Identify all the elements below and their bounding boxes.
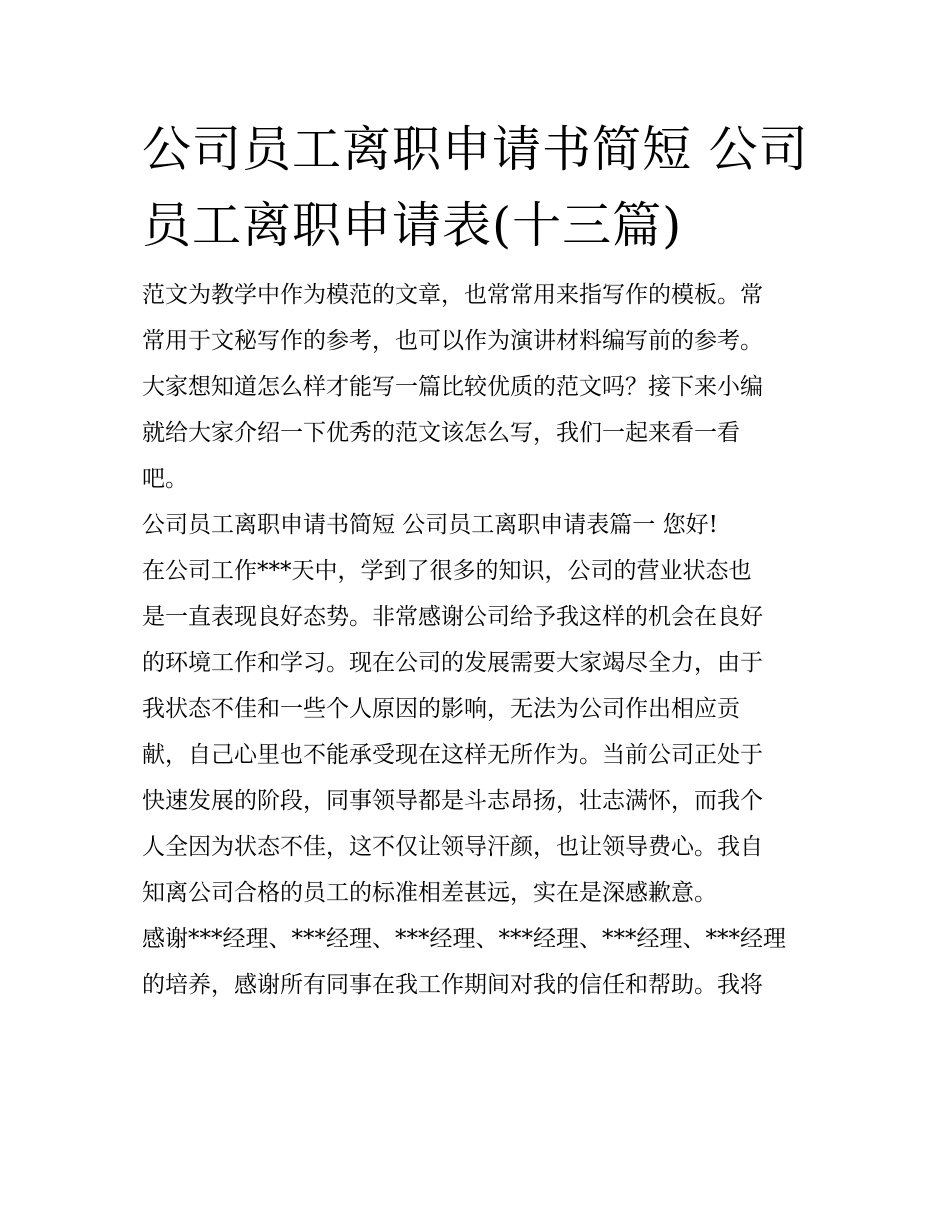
- section-heading-paragraph: 公司员工离职申请书简短 公司员工离职申请表篇一 您好!: [142, 512, 718, 538]
- intro-paragraph: 范文为教学中作为模范的文章，也常常用来指写作的模板。常 常用于文秘写作的参考，也可以作为演讲材料编写前的参考。 大家想知道怎么样才能写一篇比较优质的范文吗？接下来小编 就给大家介绍一下优秀的范文该怎么写，我们一起来看一看 吧。: [142, 282, 763, 492]
- thanks-paragraph: 感谢***经理、***经理、***经理、***经理、***经理、***经理 的培养，感谢所有同事在我工作期间对我的信任和帮助。我将: [142, 926, 786, 998]
- document-title: 公司员工离职申请书简短 公司 员工离职申请表(十三篇): [142, 121, 809, 254]
- document-body: [142, 112, 814, 1008]
- body-paragraph: 在公司工作***天中，学到了很多的知识，公司的营业状态也 是一直表现良好态势。非常感谢公司给予我这样的机会在良好 的环境工作和学习。现在公司的发展需要大家竭尽全力，由于 我状态不佳和一些个人原因的影响，无法为公司作出相应贡 献，自己心里也不能承受现在这样无所作为。当前公司正处于 快速发展的阶段，同事领导都是斗志昂扬，壮志满怀，而我个 人全因为状态不佳，这不仅让领导汗颜，也让领导费心。我自 知离公司合格的员工的标准相差甚远，实在是深感歉意。: [142, 558, 763, 906]
